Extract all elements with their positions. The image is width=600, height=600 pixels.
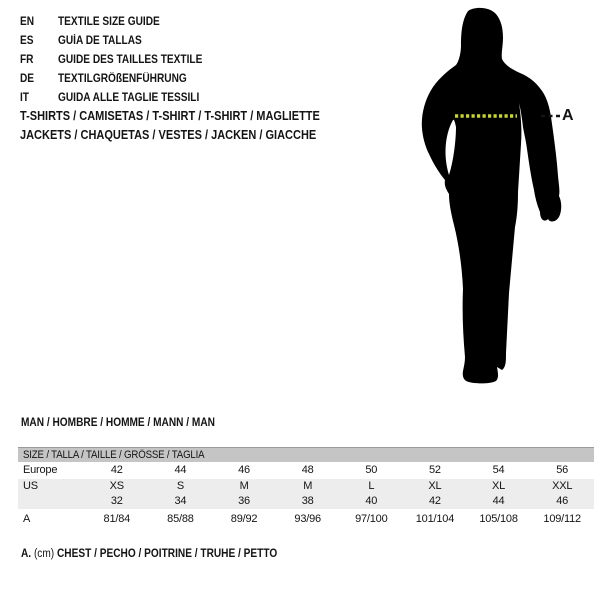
- language-list: [20, 13, 222, 108]
- man-silhouette: [422, 8, 561, 384]
- language-label: GUÍA DE TALLAS: [58, 35, 142, 47]
- size-cell: XS: [109, 480, 124, 492]
- section-title: MAN / HOMBRE / HOMME / MANN / MAN: [21, 417, 215, 429]
- size-table-header-label: SIZE / TALLA / TAILLE / GRÖSSE / TAGLIA: [23, 449, 205, 461]
- size-cell: 93/96: [294, 513, 321, 525]
- size-cell: 46: [556, 495, 569, 507]
- language-label: GUIDE DES TAILLES TEXTILE: [58, 54, 203, 66]
- size-cell: 109/112: [543, 513, 581, 525]
- row-label: Europe: [23, 464, 58, 476]
- size-cell: S: [176, 480, 184, 492]
- size-cell: 97/100: [355, 513, 388, 525]
- language-row-es: [20, 32, 222, 51]
- size-table: [18, 447, 594, 529]
- size-cell: 44: [174, 464, 187, 476]
- row-label: A: [23, 513, 31, 525]
- language-code: FR: [20, 54, 34, 66]
- measurement-footnote: [21, 547, 312, 561]
- language-row-fr: [20, 51, 222, 70]
- size-cell: 105/108: [479, 513, 518, 525]
- table-row-us-letters: [18, 479, 594, 494]
- size-cell: 42: [110, 464, 123, 476]
- size-cell: 48: [301, 464, 314, 476]
- row-label: US: [23, 480, 38, 492]
- category-line-jackets: JACKETS / CHAQUETAS / VESTES / JACKEN / GIACCHE: [20, 128, 317, 142]
- size-cell: 40: [365, 495, 378, 507]
- size-cell: 85/88: [167, 513, 194, 525]
- category-line-tshirts: T-SHIRTS / CAMISETAS / T-SHIRT / T-SHIRT / MAGLIETTE: [20, 109, 320, 123]
- measure-label-a: A: [562, 107, 574, 124]
- size-cell: XL: [492, 480, 506, 492]
- size-cell: XL: [428, 480, 442, 492]
- size-cell: M: [239, 480, 249, 492]
- footnote-text: CHEST / PECHO / POITRINE / TRUHE / PETTO: [56, 548, 278, 560]
- language-label: GUIDA ALLE TAGLIE TESSILI: [58, 92, 200, 104]
- language-code: ES: [20, 35, 34, 47]
- size-cell: 42: [429, 495, 441, 507]
- language-row-it: [20, 89, 222, 108]
- footnote-measure-label: A.: [21, 548, 32, 560]
- size-cell: 32: [110, 495, 123, 507]
- garment-categories: [20, 107, 361, 145]
- size-cell: 81/84: [103, 513, 131, 525]
- size-cell: 56: [556, 464, 569, 476]
- language-label: TEXTILGRÖßENFÜHRUNG: [58, 73, 187, 85]
- table-row-us-numbers: [18, 494, 594, 509]
- language-code: EN: [20, 16, 35, 28]
- language-row-de: [20, 70, 222, 89]
- size-cell: 50: [365, 464, 378, 476]
- size-cell: XXL: [552, 480, 573, 492]
- table-row-us: [18, 479, 594, 509]
- size-cell: 38: [301, 495, 314, 507]
- language-code: DE: [20, 73, 35, 85]
- size-cell: 36: [238, 495, 250, 507]
- language-row-en: [20, 13, 222, 32]
- language-code: IT: [20, 92, 30, 104]
- size-cell: 89/92: [230, 513, 258, 525]
- size-cell: 101/104: [415, 513, 455, 525]
- table-row-europe: [18, 462, 594, 479]
- size-cell: L: [368, 480, 375, 492]
- language-label: TEXTILE SIZE GUIDE: [58, 16, 160, 28]
- size-cell: 54: [492, 464, 505, 476]
- size-cell: 46: [238, 464, 250, 476]
- size-cell: 52: [429, 464, 441, 476]
- size-cell: 44: [492, 495, 505, 507]
- footnote-unit: (cm): [33, 548, 55, 560]
- size-cell: M: [303, 480, 313, 492]
- size-table-header: [18, 447, 594, 462]
- man-silhouette-figure: [408, 2, 578, 394]
- size-cell: 34: [174, 495, 187, 507]
- table-row-a: [18, 509, 594, 529]
